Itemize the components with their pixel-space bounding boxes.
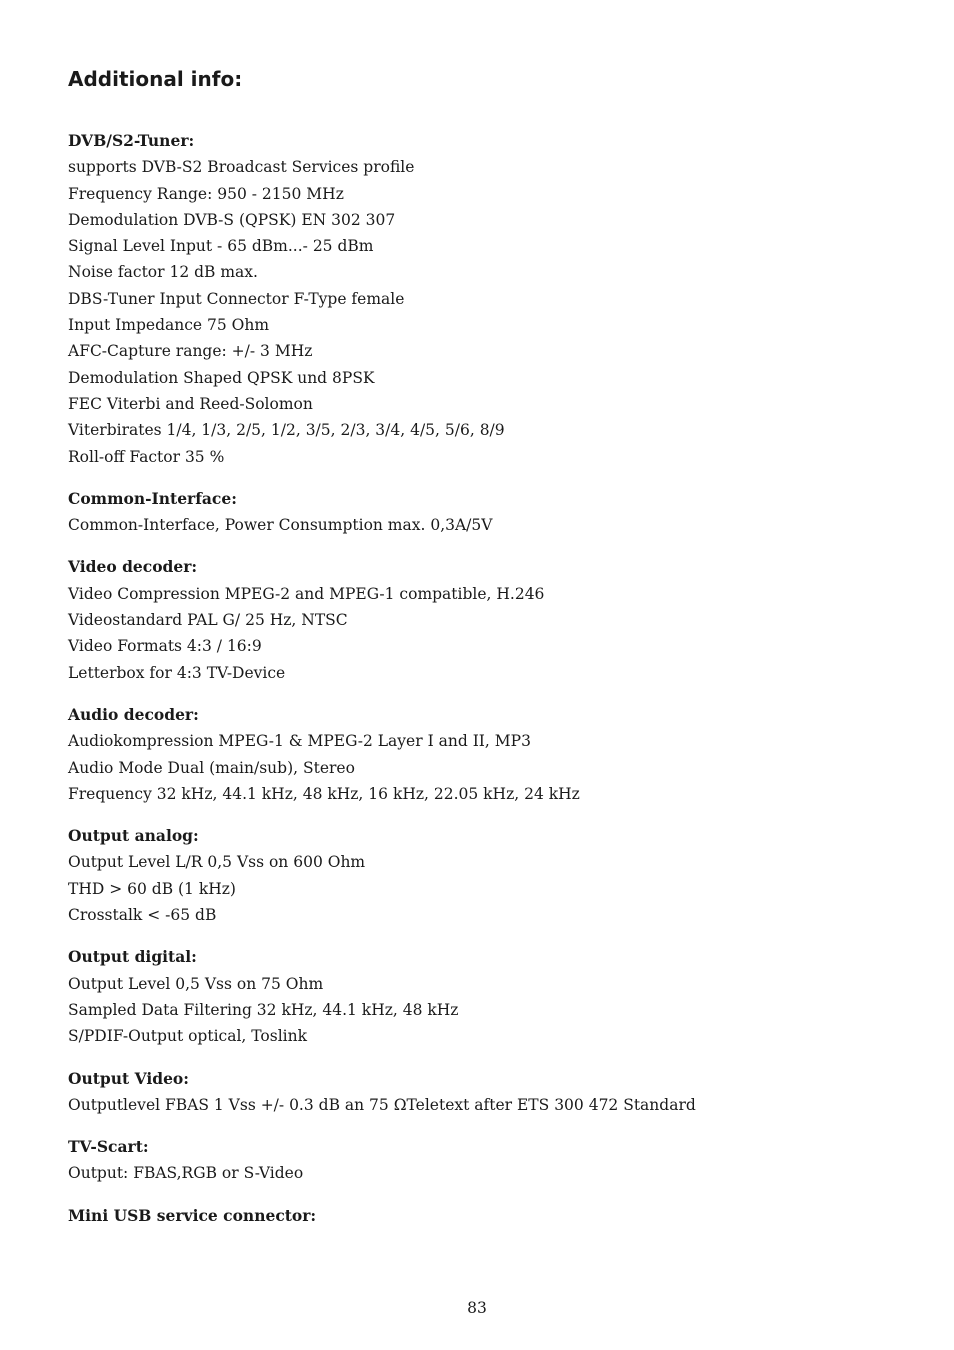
section-title: TV-Scart: <box>68 1137 149 1157</box>
spec-line: Frequency 32 kHz, 44.1 kHz, 48 kHz, 16 kHz, 22.05 kHz, 24 kHz <box>68 784 580 803</box>
spec-line: Output Level 0,5 Vss on 75 Ohm <box>68 974 324 993</box>
section-output-digital <box>68 944 888 1049</box>
section-title: Mini USB service connector: <box>68 1205 317 1225</box>
section-output-analog <box>68 823 888 928</box>
section-title: Output digital: <box>68 947 197 967</box>
spec-line: Output: FBAS,RGB or S-Video <box>68 1164 304 1183</box>
spec-line: THD > 60 dB (1 kHz) <box>68 879 236 898</box>
spec-line: Viterbirates 1/4, 1/3, 2/5, 1/2, 3/5, 2/3, 3/4, 4/5, 5/6, 8/9 <box>68 421 505 440</box>
spec-line: Videostandard PAL G/ 25 Hz, NTSC <box>68 611 348 630</box>
spec-line: Audiokompression MPEG-1 & MPEG-2 Layer I and II, MP3 <box>68 732 531 751</box>
spec-line: Sampled Data Filtering 32 kHz, 44.1 kHz, 48 kHz <box>68 1000 459 1019</box>
section-dvb-s2-tuner <box>68 128 888 470</box>
section-audio-decoder <box>68 702 888 807</box>
spec-line: Demodulation DVB-S (QPSK) EN 302 307 <box>68 210 396 229</box>
spec-line: supports DVB-S2 Broadcast Services profile <box>68 158 415 177</box>
spec-line: Outputlevel FBAS 1 Vss +/- 0.3 dB an 75 ΩTeletext after ETS 300 472 Standard <box>68 1095 696 1114</box>
spec-line: AFC-Capture range: +/- 3 MHz <box>68 342 313 361</box>
section-video-decoder <box>68 554 888 685</box>
spec-list <box>68 128 888 1245</box>
section-common-interface <box>68 486 888 539</box>
spec-line: Crosstalk < -65 dB <box>68 906 217 925</box>
spec-line: FEC Viterbi and Reed-Solomon <box>68 394 313 413</box>
spec-line: Demodulation Shaped QPSK und 8PSK <box>68 368 375 387</box>
section-title: Common-Interface: <box>68 488 237 508</box>
spec-line: Video Formats 4:3 / 16:9 <box>68 637 262 656</box>
section-title: DVB/S2-Tuner: <box>68 131 195 150</box>
page-title: Additional info: <box>68 67 243 91</box>
section-title: Audio decoder: <box>68 704 199 724</box>
section-title: Output analog: <box>68 826 199 846</box>
section-tv-scart <box>68 1134 888 1187</box>
section-mini-usb-service-connector <box>68 1203 888 1229</box>
spec-line: DBS-Tuner Input Connector F-Type female <box>68 289 405 308</box>
spec-line: Common-Interface, Power Consumption max. 0,3A/5V <box>68 516 493 535</box>
page-number: 83 <box>467 1299 487 1317</box>
section-title: Video decoder: <box>68 557 198 577</box>
spec-line: Output Level L/R 0,5 Vss on 600 Ohm <box>68 853 366 872</box>
section-output-video <box>68 1066 888 1119</box>
spec-line: Frequency Range: 950 - 2150 MHz <box>68 184 344 203</box>
spec-line: Signal Level Input - 65 dBm...- 25 dBm <box>68 237 374 256</box>
spec-line: Letterbox for 4:3 TV-Device <box>68 663 286 682</box>
section-title: Output Video: <box>68 1068 189 1088</box>
spec-line: Input Impedance 75 Ohm <box>68 316 270 335</box>
spec-line: Video Compression MPEG-2 and MPEG-1 compatible, H.246 <box>68 584 545 603</box>
spec-line: Noise factor 12 dB max. <box>68 263 258 282</box>
spec-line: Roll-off Factor 35 % <box>68 447 225 466</box>
spec-line: S/PDIF-Output optical, Toslink <box>68 1027 307 1046</box>
spec-line: Audio Mode Dual (main/sub), Stereo <box>68 758 355 777</box>
